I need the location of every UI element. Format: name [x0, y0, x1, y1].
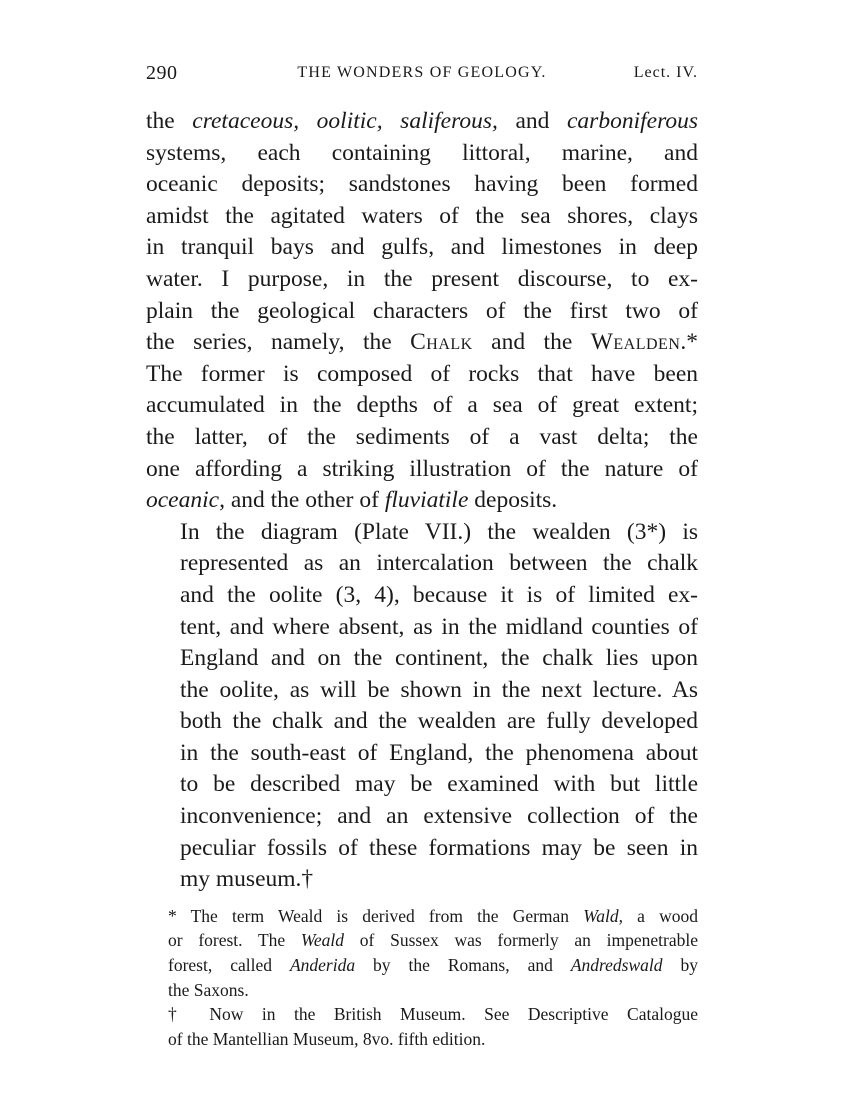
text-line: oceanic deposits; sandstones having been formed [146, 171, 698, 198]
small-caps-term: Wealden [590, 329, 681, 356]
footnote [146, 1002, 698, 1051]
footnotes [146, 904, 698, 1052]
text-line: The former is composed of rocks that have been [146, 360, 698, 387]
italic-term: fluviatile [384, 487, 469, 514]
italic-term: Anderida [289, 955, 356, 976]
text-line: water. I purpose, in the present discourse, to ex- [146, 265, 698, 292]
text-line: In the diagram (Plate VII.) the wealden (3*) is [180, 518, 698, 545]
text-line: England and on the continent, the chalk lies upon [180, 645, 698, 672]
text-line: the Saxons. [168, 979, 249, 1000]
text-line: to be described may be examined with but little [180, 771, 698, 798]
text-line: tent, and where absent, as in the midland counties of [180, 613, 698, 640]
text-line: oceanic, and the other of fluviatile deposits. [146, 487, 558, 514]
italic-term: Wald, [583, 905, 623, 926]
text-line: plain the geological characters of the first two of [146, 297, 698, 324]
page-number: 290 [146, 62, 178, 84]
paragraph [146, 106, 698, 517]
italic-term: cretaceous, oolitic, saliferous, [192, 108, 498, 134]
text-line: the cretaceous, oolitic, saliferous, and carboniferous [146, 108, 698, 134]
footnote [146, 904, 698, 1002]
text-line: in the south-east of England, the phenomena about [180, 739, 698, 766]
text-line: † Now in the British Museum. See Descriptive Catalogue [168, 1004, 698, 1025]
text-line: inconvenience; and an extensive collection of the [180, 803, 698, 830]
text-line: the series, namely, the Chalk and the Wealden.* [146, 329, 699, 356]
main-text [146, 106, 698, 896]
lecture-label: Lect. IV. [633, 64, 698, 81]
text-line: one affording a striking illustration of the nature of [146, 455, 698, 482]
book-page [146, 62, 698, 1051]
text-line: of the Mantellian Museum, 8vo. fifth edition. [168, 1028, 486, 1049]
running-title: THE WONDERS OF GEOLOGY. [297, 64, 547, 81]
page-header [146, 62, 698, 88]
text-line: my museum.† [180, 866, 314, 893]
text-line: systems, each containing littoral, marine, and [146, 139, 698, 166]
text-line: or forest. The Weald of Sussex was formerly an impenetrable [168, 930, 698, 951]
text-line: accumulated in the depths of a sea of great extent; [146, 392, 698, 419]
text-line: peculiar fossils of these formations may be seen in [180, 834, 698, 861]
text-line: and the oolite (3, 4), because it is of limited ex- [180, 581, 698, 608]
text-line: the oolite, as will be shown in the next lecture. As [180, 676, 698, 703]
text-line: both the chalk and the wealden are fully developed [180, 708, 698, 735]
paragraph [146, 517, 698, 896]
italic-term: carboniferous [567, 108, 698, 134]
text-line: represented as an intercalation between the chalk [180, 550, 698, 577]
italic-term: Andredswald [570, 955, 663, 976]
text-line: * The term Weald is derived from the German Wald, a wood [168, 905, 698, 926]
text-line: forest, called Anderida by the Romans, and Andredswald by [168, 955, 698, 976]
italic-term: oceanic, [146, 487, 225, 514]
text-line: the latter, of the sediments of a vast delta; the [146, 423, 698, 450]
text-line: amidst the agitated waters of the sea shores, clays [146, 202, 698, 229]
italic-term: Weald [300, 930, 345, 951]
text-line: in tranquil bays and gulfs, and limestones in deep [146, 234, 698, 261]
small-caps-term: Chalk [410, 329, 473, 356]
